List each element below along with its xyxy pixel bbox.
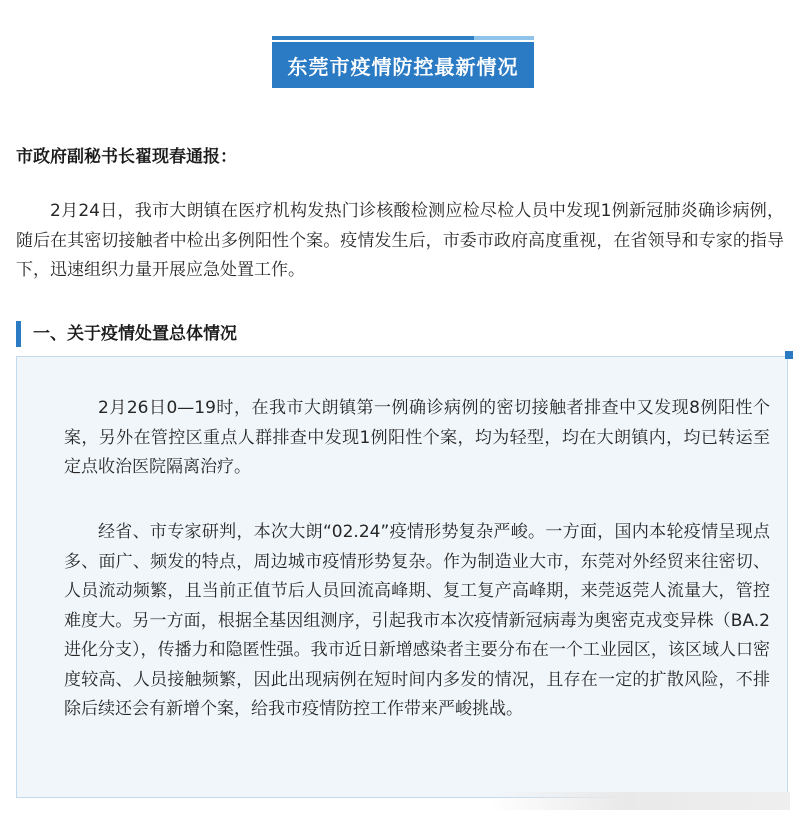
banner-top-line (272, 36, 534, 40)
watermark-area (490, 792, 790, 810)
section-marker (16, 321, 21, 347)
title-banner (272, 36, 534, 88)
section-paragraph-2: 经省、市专家研判，本次大朗“02.24”疫情形势复杂严峻。一方面，国内本轮疫情呈现点多、面广、频发的特点，周边城市疫情形势复杂。作为制造业大市，东莞对外经贸来往密切、人员流动频繁，且当前正值节后人员回流高峰期、复工复产高峰期，来莞返莞人流量大，管控难度大。另一方面，根据全基因组测序，引起我市本次疫情新冠病毒为奥密克戎变异株（BA.2进化分支），传播力和隐匿性强。我市近日新增感染者主要分布在一个工业园区，该区域人口密度较高、人员接触频繁，因此出现病例在短时间内多发的情况，且存在一定的扩散风险，不排除后续还会有新增个案，给我市疫情防控工作带来严峻挑战。 (64, 522, 770, 719)
section-paragraph-1: 2月26日0—19时，在我市大朗镇第一例确诊病例的密切接触者排查中又发现8例阳性个案，另外在管控区重点人群排查中发现1例阳性个案，均为轻型，均在大朗镇内，均已转运至定点收治医院隔离治疗。 (64, 398, 770, 477)
banner-title: 东莞市疫情防控最新情况 (272, 42, 534, 88)
report-heading: 市政府副秘书长翟现春通报： (16, 147, 237, 167)
box-corner-accent (785, 351, 793, 359)
section-title: 一、关于疫情处置总体情况 (33, 324, 237, 344)
intro-paragraph: 2月24日，我市大朗镇在医疗机构发热门诊核酸检测应检尽检人员中发现1例新冠肺炎确诊病例，随后在其密切接触者中检出多例阳性个案。疫情发生后，市委市政府高度重视，在省领导和专家的指导下，迅速组织力量开展应急处置工作。 (16, 201, 784, 280)
